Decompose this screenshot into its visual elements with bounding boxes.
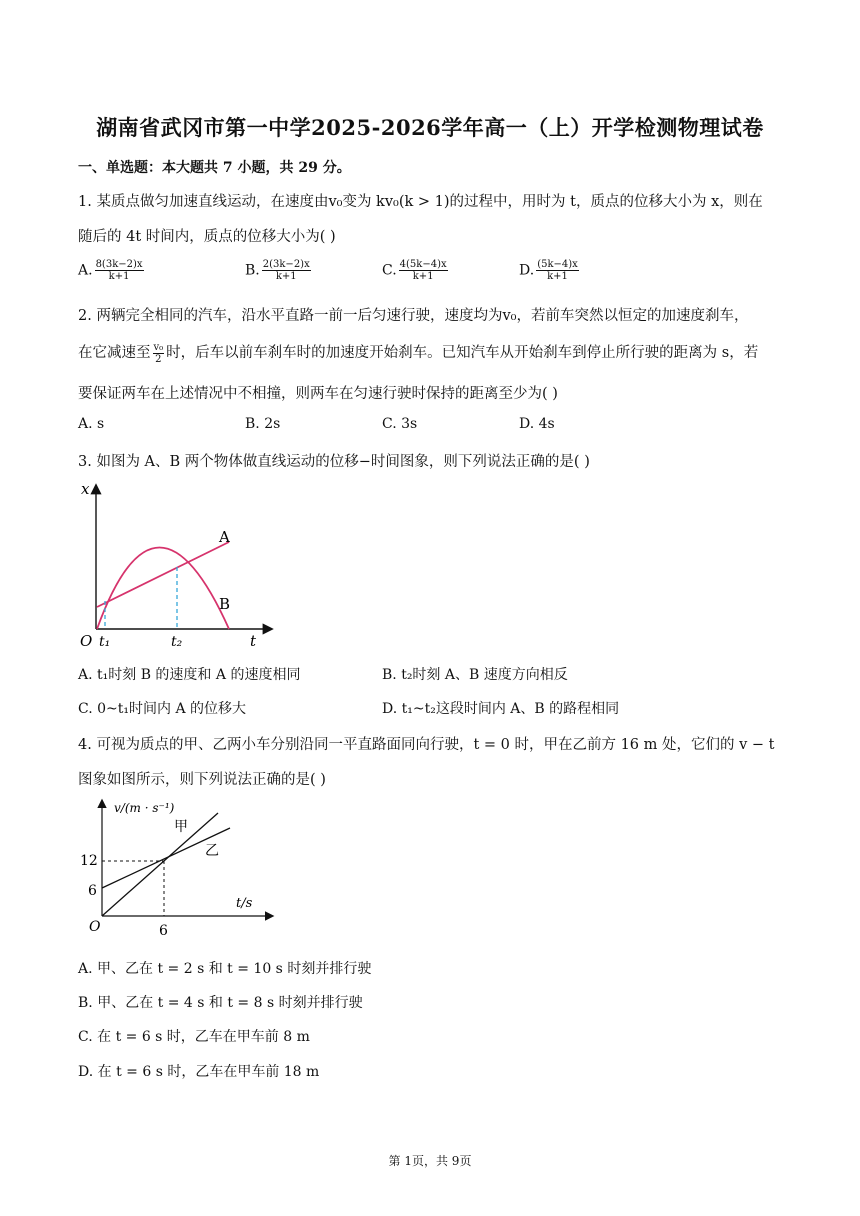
q1-option-b: B. $\frac{2(3k-2)x}{k+1}$ [245,259,310,282]
q4-tick-6-t: 6 [159,923,168,939]
q4-label-jia: 甲 [174,819,188,835]
q2-option-c: C. 3s [382,416,418,432]
q3-option-b: B. t₂时刻 A、B 速度方向相反 [382,667,568,683]
q3-label-a: A [219,528,230,546]
q4-origin-label: O [89,919,101,935]
q1-option-a: A. $\frac{8(3k-2)x}{k+1}$ [78,259,143,282]
q4-label-yi: 乙 [205,843,219,859]
section-heading: 一、单选题：本大题共 7 小题，共 29 分。 [78,160,351,176]
q2-stem-line3: 要保证两车在上述情况中不相撞，则两车在匀速行驶时保持的距离至少为( ) [78,386,558,402]
q3-stem: 3. 如图为 A、B 两个物体做直线运动的位移−时间图象，则下列说法正确的是( ) [78,454,590,470]
q1-stem-line2: 随后的 4t 时间内，质点的位移大小为( ) [78,229,336,245]
q4-option-a: A. 甲、乙在 t = 2 s 和 t = 10 s 时刻并排行驶 [78,961,372,977]
q3-t-axis-label: t [250,632,257,650]
q3-t2-label: t₂ [171,634,183,650]
q3-curve-b [97,548,229,630]
q4-option-d: D. 在 t = 6 s 时，乙车在甲车前 18 m [78,1064,320,1080]
q2-stem-line2: 在它减速至 $\frac{\text{v₀}}{2}$ 时，后车以前车刹车时的加速度开始刹车。已知汽车从开始刹车到停止所行驶的距离为 s，若 [78,341,759,365]
q4-option-c: C. 在 t = 6 s 时，乙车在甲车前 8 m [78,1029,310,1045]
q1-stem-line1: 1. 某质点做匀加速直线运动，在速度由v₀变为 kv₀(k > 1)的过程中，用时为 t，质点的位移大小为 x，则在 [78,194,763,210]
q4-tick-12: 12 [80,853,98,869]
q3-option-d: D. t₁~t₂这段时间内 A、B 的路程相同 [382,701,620,717]
q1-option-c: C. $\frac{4(5k-4)x}{k+1}$ [382,259,447,282]
q3-label-b: B [219,595,231,613]
q3-x-axis-label: x [81,480,90,498]
q4-stem-line1: 4. 可视为质点的甲、乙两小车分别沿同一平直路面同向行驶，t = 0 时，甲在乙前方 16 m 处，它们的 v − t [78,737,775,753]
q4-stem-line2: 图象如图所示，则下列说法正确的是( ) [78,772,326,788]
q3-option-a: A. t₁时刻 B 的速度和 A 的速度相同 [78,667,301,683]
q4-line-jia [102,813,218,916]
q3-t1-label: t₁ [99,634,111,650]
q4-option-b: B. 甲、乙在 t = 4 s 和 t = 8 s 时刻并排行驶 [78,995,363,1011]
q4-tick-6-v: 6 [88,883,97,899]
q4-v-axis-label: v/(m · s⁻¹) [114,801,175,815]
q3-line-a [97,542,229,607]
q2-option-d: D. 4s [519,416,555,432]
page-title: 湖南省武冈市第一中学2025-2026学年高一（上）开学检测物理试卷 [96,115,764,140]
q4-t-axis-label: t/s [236,896,253,911]
q1-option-d: D. $\frac{(5k-4)x}{k+1}$ [519,259,578,282]
q2-option-b: B. 2s [245,416,281,432]
page-footer: 第 1页，共 9页 [388,1154,472,1168]
q4-vt-graph [80,795,280,945]
q3-origin-label: O [80,632,93,650]
q3-option-c: C. 0~t₁时间内 A 的位移大 [78,701,246,717]
q2-option-a: A. s [78,416,105,432]
q2-stem-line1: 2. 两辆完全相同的汽车，沿水平直路一前一后匀速行驶，速度均为v₀，若前车突然以恒定的加速度刹车， [78,308,749,324]
q3-xt-graph [76,476,276,652]
